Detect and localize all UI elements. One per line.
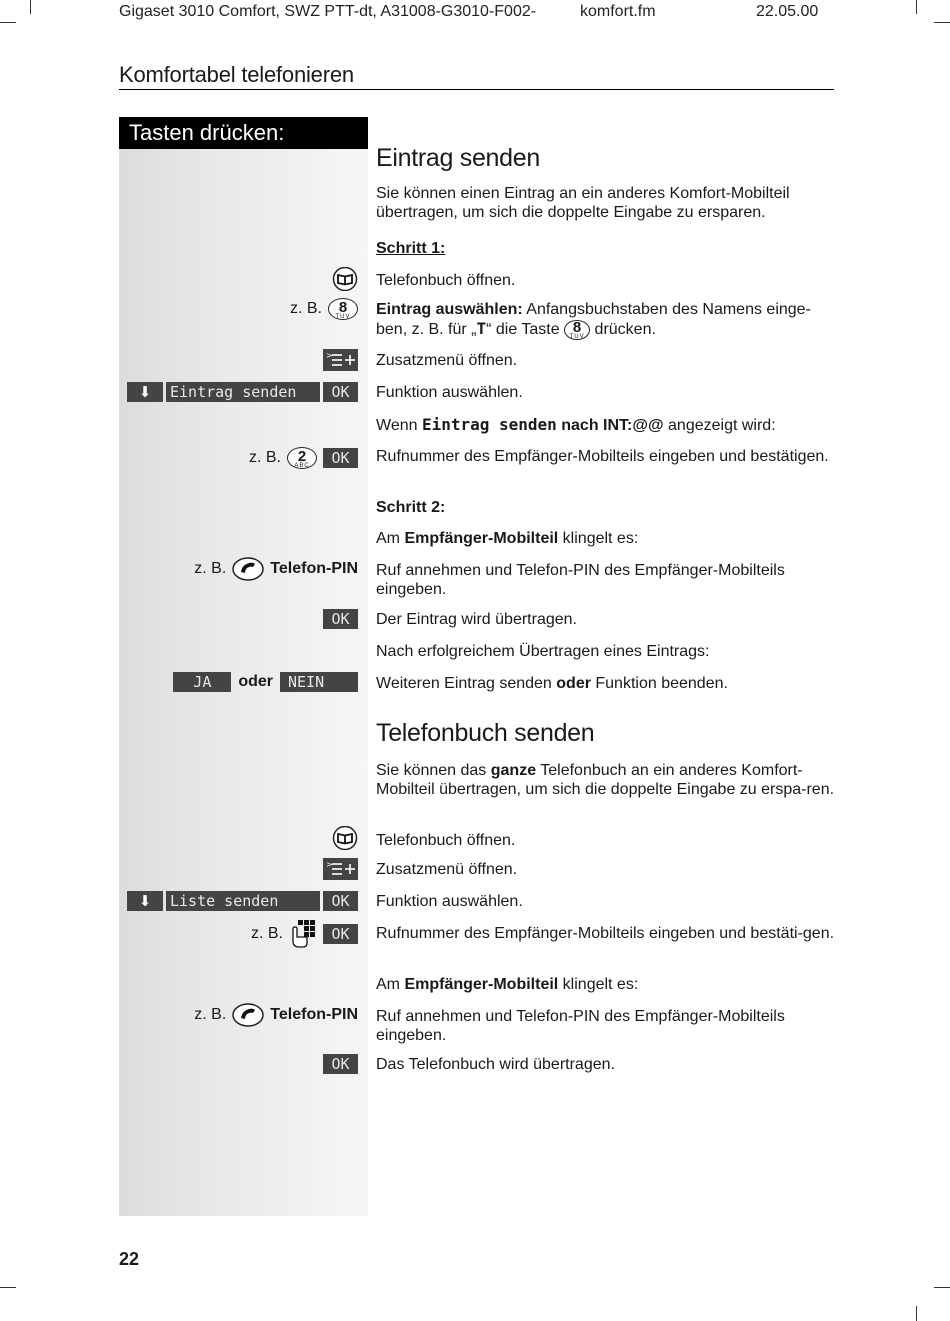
- ja-softkey: JA: [173, 672, 231, 692]
- example-label: z. B.: [194, 560, 227, 577]
- step-enter-number: Rufnummer des Empfänger-Mobilteils eingeben und bestätigen.: [376, 448, 829, 465]
- condition-display-text: Wenn Eintrag senden nach INT:@@ angezeigt wird:: [376, 415, 776, 434]
- page-number: 22: [119, 1249, 140, 1269]
- ok-softkey: OK: [323, 448, 358, 468]
- menu-key-icon: [323, 349, 358, 371]
- step-select-entry: Eintrag auswählen: Anfangsbuchstaben des Namens einge-ben, z. B. für „T“ die Taste 8 TUV drücken.: [376, 301, 811, 341]
- key-row-keypad-number: [251, 922, 358, 946]
- crop-mark: [916, 1306, 917, 1321]
- telefon-pin-label: Telefon-PIN: [270, 560, 358, 577]
- svg-text:>: >: [326, 351, 333, 360]
- display-row-liste-senden: [127, 889, 358, 913]
- menu-key-icon: [323, 858, 358, 880]
- svg-text:>: >: [326, 860, 333, 869]
- key-row-menu: [323, 348, 358, 372]
- key-2-icon: 2 ABC: [287, 447, 317, 469]
- step-open-menu-2: Zusatzmenü öffnen.: [376, 861, 518, 878]
- key-row-phonebook: [332, 267, 358, 291]
- keypad-icon: [289, 919, 317, 949]
- key-row-phonebook-2: [332, 826, 358, 850]
- ringing-note: Am Empfänger-Mobilteil klingelt es:: [376, 530, 639, 547]
- oder-label: oder: [238, 673, 273, 690]
- key-8-icon: 8 TUV: [328, 298, 358, 320]
- step-answer-pin: Ruf annehmen und Telefon-PIN des Empfänger-Mobilteils eingeben.: [376, 562, 785, 598]
- step-enter-number-2: Rufnummer des Empfänger-Mobilteils eingeben und bestäti-gen.: [376, 925, 835, 942]
- key-row-menu-2: [323, 857, 358, 881]
- key-row-ok: [323, 607, 358, 631]
- display-row-eintrag-senden: [127, 380, 358, 404]
- ringing-note-2: Am Empfänger-Mobilteil klingelt es:: [376, 976, 639, 993]
- key-row-answer-pin-2: [194, 1003, 358, 1027]
- step-answer-pin-2: Ruf annehmen und Telefon-PIN des Empfänger-Mobilteils eingeben.: [376, 1008, 785, 1044]
- key-row-number-entry: [249, 446, 358, 470]
- ok-softkey: OK: [323, 609, 358, 629]
- step-select-function-2: Funktion auswählen.: [376, 893, 523, 910]
- step-transfer-phonebook: Das Telefonbuch wird übertragen.: [376, 1056, 615, 1073]
- step-transfer-entry: Der Eintrag wird übertragen.: [376, 611, 577, 628]
- after-success-note: Nach erfolgreichem Übertragen eines Eintrags:: [376, 643, 710, 660]
- crop-mark: [934, 1287, 950, 1288]
- telefon-pin-label: Telefon-PIN: [270, 1006, 358, 1023]
- header-file-info: Gigaset 3010 Comfort, SWZ PTT-dt, A31008-G3010-F002-: [119, 3, 537, 20]
- key-8-inline-icon: 8 TUV: [564, 320, 590, 340]
- ok-softkey: OK: [323, 1054, 358, 1074]
- step-phonebook-open: Telefonbuch öffnen.: [376, 272, 516, 289]
- key-row-ok-2: [323, 1052, 358, 1076]
- ok-softkey: OK: [323, 382, 358, 402]
- phonebook-key-icon: [332, 267, 358, 291]
- example-label: z. B.: [194, 1006, 227, 1023]
- heading-telefonbuch-senden: Telefonbuch senden: [376, 719, 595, 747]
- keys-column-heading: Tasten drücken:: [119, 117, 368, 149]
- nein-softkey: NEIN: [280, 672, 358, 692]
- arrow-down-icon: ⬇: [127, 891, 163, 911]
- telefonbuch-intro: Sie können das ganze Telefonbuch an ein anderes Komfort-Mobilteil übertragen, um sich die doppelte Eingabe zu erspa-ren.: [376, 762, 835, 798]
- ok-softkey: OK: [323, 924, 358, 944]
- step-select-function: Funktion auswählen.: [376, 384, 523, 401]
- key-row-ja-nein: [173, 670, 358, 694]
- step-phonebook-open-2: Telefonbuch öffnen.: [376, 832, 516, 849]
- schritt-2-label: Schritt 2:: [376, 499, 446, 516]
- key-row-select-entry: [290, 297, 358, 321]
- crop-mark: [0, 22, 16, 23]
- header-date: 22.05.00: [756, 3, 819, 20]
- header-filename: komfort.fm: [580, 3, 656, 20]
- schritt-1-label: Schritt 1:: [376, 240, 446, 257]
- example-label: z. B.: [248, 449, 281, 466]
- display-liste-senden: Liste senden: [166, 891, 320, 911]
- handset-key-icon: [232, 557, 264, 581]
- arrow-down-icon: ⬇: [127, 382, 163, 402]
- display-eintrag-senden: Eintrag senden: [166, 382, 320, 402]
- crop-mark: [0, 1287, 16, 1288]
- eintrag-intro: Sie können einen Eintrag an ein anderes Komfort-Mobilteil übertragen, um sich die doppelte Eingabe zu ersparen.: [376, 185, 790, 221]
- handset-key-icon: [232, 1003, 264, 1027]
- step-open-menu: Zusatzmenü öffnen.: [376, 352, 518, 369]
- example-label: z. B.: [289, 300, 322, 317]
- ok-softkey: OK: [323, 891, 358, 911]
- phonebook-key-icon: [332, 826, 358, 850]
- section-title: Komfortabel telefonieren: [119, 62, 354, 87]
- key-row-answer-pin: [194, 557, 358, 581]
- step-further-or-end: Weiteren Eintrag senden oder Funktion beenden.: [376, 675, 728, 692]
- crop-mark: [934, 22, 950, 23]
- heading-eintrag-senden: Eintrag senden: [376, 144, 540, 172]
- example-label: z. B.: [250, 925, 283, 942]
- crop-mark: [30, 0, 31, 14]
- crop-mark: [916, 0, 917, 14]
- title-rule: [119, 89, 834, 90]
